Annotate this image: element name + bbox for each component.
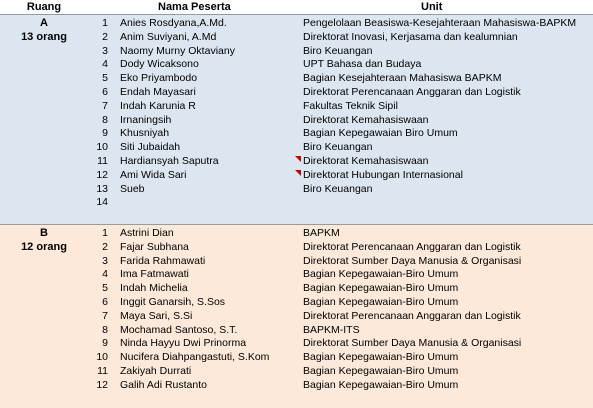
row-number: 9 — [102, 127, 108, 140]
table-row — [0, 196, 593, 210]
participant-name: Eko Priyambodo — [120, 72, 198, 85]
table-row — [0, 72, 593, 86]
row-number: 8 — [102, 113, 108, 126]
row-number: 3 — [102, 254, 108, 267]
participant-name: Ninda Hayyu Dwi Prinorma — [120, 337, 247, 350]
participant-unit: Direktorat Kemahasiswaan — [303, 113, 429, 126]
participant-unit: Direktorat Perencanaan Anggaran dan Logistik — [303, 309, 521, 322]
participant-unit: Bagian Kepegawaian-Biro Umum — [303, 268, 459, 281]
comment-indicator-icon[interactable] — [295, 156, 301, 162]
participant-unit: Direktorat Inovasi, Kerjasama dan kealumnian — [303, 30, 518, 43]
table-row — [0, 141, 593, 155]
participant-unit: Biro Keuangan — [303, 141, 373, 154]
row-number: 10 — [96, 141, 108, 154]
participant-name: Nucifera Diahpangastuti, S.Kom — [120, 351, 270, 364]
participant-unit: Direktorat Kemahasiswaan — [303, 155, 429, 167]
table-row — [0, 379, 593, 393]
room-name: A — [40, 17, 48, 29]
row-number: 4 — [102, 268, 108, 281]
row-number: 12 — [96, 168, 108, 181]
participant-name: Dody Wicaksono — [120, 58, 199, 71]
participant-unit: BAPKM-ITS — [303, 323, 360, 336]
participant-name: Astrini Dian — [120, 227, 174, 239]
row-number: 11 — [97, 155, 108, 167]
table-row — [0, 169, 593, 183]
room-group-b — [0, 225, 593, 408]
participant-unit: Bagian Kepegawaian-Biro Umum — [303, 296, 459, 308]
table-row — [0, 337, 593, 351]
table-row — [0, 296, 593, 310]
participant-name: Sueb — [120, 182, 145, 195]
participant-unit: Bagian Kepegawaian Biro Umum — [303, 127, 458, 140]
participant-name: Endah Mayasari — [120, 86, 196, 98]
participant-name: Indah Karunia R — [120, 99, 196, 112]
participant-unit: Biro Keuangan — [303, 182, 373, 195]
participant-name: Farida Rahmawati — [120, 254, 206, 267]
participant-unit: Direktorat Perencanaan Anggaran dan Logistik — [303, 240, 521, 253]
participant-unit: Pengelolaan Beasiswa-Kesejahteraan Mahasiswa-BAPKM — [303, 17, 577, 29]
table-row — [0, 365, 593, 379]
participant-unit: UPT Bahasa dan Budaya — [303, 58, 422, 71]
row-number: 2 — [102, 30, 108, 43]
participant-unit: Direktorat Perencanaan Anggaran dan Logistik — [303, 86, 521, 98]
row-number: 5 — [102, 72, 108, 85]
row-number: 12 — [96, 378, 108, 391]
participant-name: Fajar Subhana — [120, 240, 189, 253]
table-row — [0, 127, 593, 141]
row-number: 9 — [102, 337, 108, 350]
table-row — [0, 282, 593, 296]
participant-unit: Bagian Kepegawaian-Biro Umum — [303, 365, 459, 377]
table-row — [0, 324, 593, 338]
room-group-a — [0, 15, 593, 225]
row-number: 2 — [102, 240, 108, 253]
row-number: 10 — [96, 351, 108, 364]
participant-name: Anies Rosdyana,A.Md. — [120, 17, 227, 29]
header-unit: Unit — [421, 1, 443, 13]
table-row — [0, 114, 593, 128]
row-number: 8 — [102, 323, 108, 336]
table-row — [0, 155, 593, 169]
participant-name: Maya Sari, S.Si — [120, 309, 193, 322]
header-nama-peserta: Nama Peserta — [158, 1, 231, 13]
participant-unit: Bagian Kepegawaian-Biro Umum — [303, 351, 459, 364]
participant-unit: Bagian Kepegawaian-Biro Umum — [303, 378, 459, 391]
participant-unit: Fakultas Teknik Sipil — [303, 99, 398, 112]
participant-name: Galih Adi Rustanto — [120, 378, 207, 391]
row-number: 11 — [97, 365, 108, 377]
participant-unit: BAPKM — [303, 227, 340, 239]
table-row — [0, 268, 593, 282]
participant-name: Ima Fatmawati — [120, 268, 189, 281]
table-row — [0, 351, 593, 365]
participant-name: Zakiyah Durrati — [120, 365, 192, 377]
table-row — [0, 31, 593, 45]
participant-unit: Direktorat Sumber Daya Manusia & Organisasi — [303, 337, 522, 350]
row-number: 7 — [102, 99, 108, 112]
participant-unit: Biro Keuangan — [303, 44, 373, 57]
row-number: 13 — [96, 182, 108, 195]
row-number: 14 — [96, 196, 108, 209]
participant-unit: Direktorat Sumber Daya Manusia & Organisasi — [303, 254, 522, 267]
participant-name: Siti Jubaidah — [120, 141, 181, 154]
participant-name: Inggit Ganarsih, S.Sos — [120, 296, 226, 308]
table-row — [0, 183, 593, 197]
participant-name: Irnaningsih — [120, 113, 172, 126]
participant-name: Anim Suviyani, A.Md — [120, 30, 217, 43]
participant-name: Khusniyah — [120, 127, 170, 140]
table-row — [0, 17, 593, 31]
table-row — [0, 255, 593, 269]
row-number: 7 — [102, 309, 108, 322]
table-row — [0, 58, 593, 72]
table-header — [0, 0, 593, 15]
table-row — [0, 45, 593, 59]
comment-indicator-icon[interactable] — [295, 170, 301, 176]
room-count: 13 orang — [21, 30, 67, 43]
row-number: 5 — [102, 282, 108, 295]
table-row — [0, 241, 593, 255]
participant-unit: Direktorat Hubungan Internasional — [303, 168, 463, 181]
row-number: 1 — [102, 227, 108, 239]
row-number: 6 — [102, 86, 108, 98]
participant-name: Naomy Murny Oktaviany — [120, 44, 235, 57]
participant-unit: Bagian Kepegawaian-Biro Umum — [303, 282, 459, 295]
row-number: 6 — [102, 296, 108, 308]
participant-unit: Bagian Kesejahteraan Mahasiswa BAPKM — [303, 72, 502, 85]
table-row — [0, 100, 593, 114]
table-row — [0, 310, 593, 324]
room-count: 12 orang — [21, 240, 67, 253]
participant-name: Mochamad Santoso, S.T. — [120, 323, 238, 336]
participant-name: Ami Wida Sari — [120, 168, 187, 181]
participant-name: Indah Michelia — [120, 282, 188, 295]
header-ruang: Ruang — [26, 1, 62, 13]
table-row — [0, 86, 593, 100]
participant-name: Hardiansyah Saputra — [120, 155, 219, 167]
row-number: 3 — [102, 44, 108, 57]
room-name: B — [40, 227, 48, 239]
table-row — [0, 227, 593, 241]
row-number: 4 — [102, 58, 108, 71]
row-number: 1 — [102, 17, 108, 29]
